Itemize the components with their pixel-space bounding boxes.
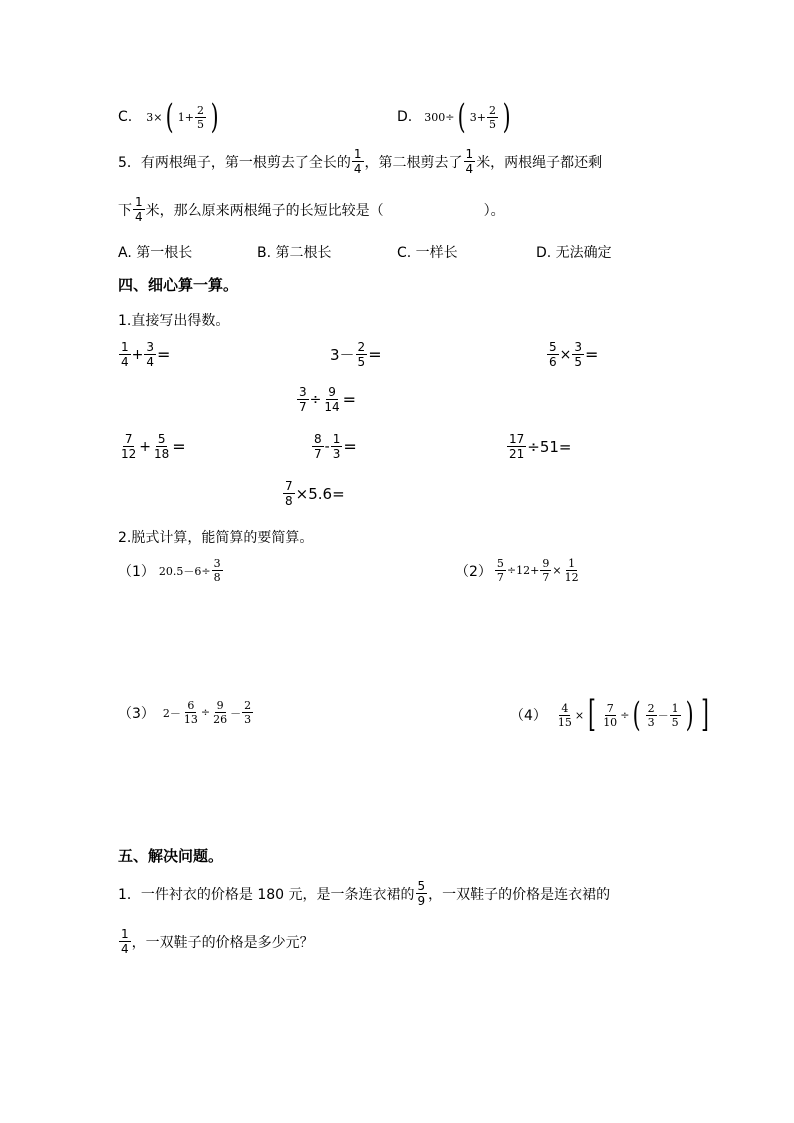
problem-1-line2 [118,928,314,955]
left-paren: ( [458,97,467,137]
problem-1-fraction-2: $\frac{1}{4}$ [121,927,129,956]
calc-1: （1） 20.5－6÷ $\frac{3}{8}$ [118,557,221,584]
oral-item-4: $\frac{3}{7}$ ÷ $\frac{9}{14}$ = [299,385,357,414]
oral-item-6: $\frac{8}{7}$ - $\frac{1}{3}$ = [314,432,357,461]
q5-fraction-1: $\frac{1}{4}$ [353,147,362,176]
option-c-expr-b: 1+ [177,110,194,124]
option-d-fraction: $\frac{2}{5}$ [488,103,496,131]
oral-item-7: $\frac{17}{21}$ ÷51= [509,432,572,461]
q5-text-f: ）。 [483,202,505,219]
problem-1-text-a: 1．一件衬衣的价格是 180 元，是一条连衣裙的 [118,886,415,903]
problem-1-text-c: ，一双鞋子的价格是多少元？ [131,934,314,951]
q5-text-b: ，第二根剪去了 [364,154,463,171]
section4-sub2: 2.脱式计算，能简算的要简算。 [118,530,314,546]
option-c-label: C. [118,109,133,125]
q5-line2 [118,196,505,223]
option-c-expr-a: 3× [146,110,163,124]
q5-text-e: 米，那么原来两根绳子的长短比较是（ [145,202,384,219]
calc-4: （4） $\frac{4}{15}$ × [ $\frac{7}{10}$ ÷ ( $\frac{2}{3}$ － $\frac{1}{5}$ ) ] [510,694,709,735]
q5-option-d: D. 无法确定 [536,245,612,261]
oral-item-2: 3－ $\frac{2}{5}$ = [330,340,382,369]
option-d-expr-b: 3+ [469,110,486,124]
option-d-label: D. [397,109,413,125]
oral-item-3: $\frac{5}{6}$ × $\frac{3}{5}$ = [549,340,599,369]
option-d-expr-a: 300÷ [424,110,455,124]
right-paren: ) [502,97,511,137]
left-paren: ( [633,695,642,735]
q5-text-d: 下 [118,202,132,219]
oral-item-1: $\frac{1}{4}$ + $\frac{3}{4}$ = [121,340,171,369]
problem-1-line1 [118,880,610,907]
option-c-fraction: $\frac{2}{5}$ [196,103,204,131]
right-paren: ) [210,97,219,137]
option-c [118,97,222,137]
right-paren: ) [685,695,694,735]
left-bracket: [ [588,694,597,735]
q5-line1 [118,148,602,175]
left-paren: ( [166,97,175,137]
problem-1-fraction-1: $\frac{5}{9}$ [417,879,426,908]
right-bracket: ] [701,694,709,735]
oral-item-8: $\frac{7}{8}$ ×5.6= [285,479,345,508]
q5-text-a: 5．有两根绳子，第一根剪去了全长的 [118,154,351,171]
q5-option-a: A. 第一根长 [118,245,193,261]
section4-title: 四、细心算一算。 [118,276,239,294]
calc-2: （2） $\frac{5}{7}$ ÷12+ $\frac{9}{7}$ × $\frac{1}{12}$ [455,557,579,584]
q5-text-c: 米，两根绳子都还剩 [476,154,603,171]
q5-option-c: C. 一样长 [397,245,458,261]
section4-sub1: 1.直接写出得数。 [118,313,230,329]
calc-3: （3） 2－ $\frac{6}{13}$ ÷ $\frac{9}{26}$ － $\frac{2}{3}$ [118,699,252,726]
q5-option-b: B. 第二根长 [257,245,332,261]
option-d [397,97,514,137]
q5-fraction-2: $\frac{1}{4}$ [465,147,474,176]
problem-1-text-b: ，一双鞋子的价格是连衣裙的 [428,886,611,903]
section5-title: 五、解决问题。 [118,847,224,865]
q5-fraction-3: $\frac{1}{4}$ [135,195,143,224]
oral-item-5: $\frac{7}{12}$ + $\frac{5}{18}$ = [121,432,186,461]
